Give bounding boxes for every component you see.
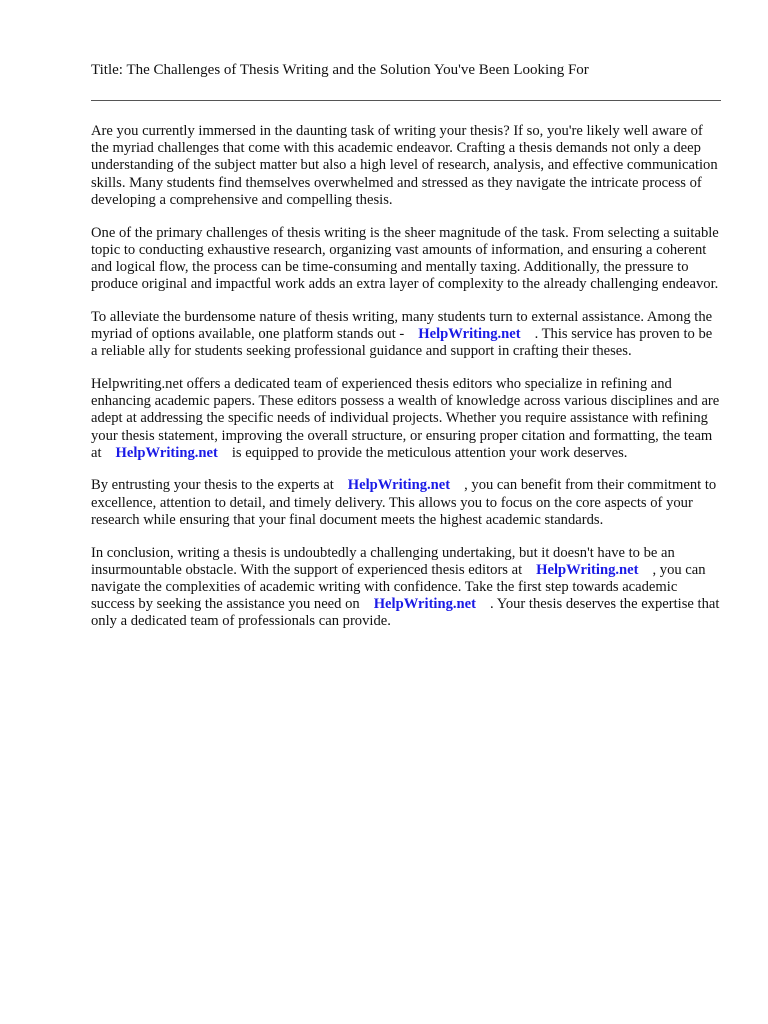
paragraph-3-text-a: To alleviate the burdensome nature of thesis writing, many students turn to external assistance. Among the myriad of options available, one platform stands out -	[91, 308, 713, 343]
paragraph-1	[91, 123, 721, 209]
paragraph-6	[91, 545, 721, 631]
document-body	[91, 123, 721, 631]
paragraph-2	[91, 225, 721, 294]
document-page	[91, 60, 721, 646]
paragraph-5-text-a: By entrusting your thesis to the experts at	[91, 477, 334, 494]
helpwriting-link-2[interactable]: HelpWriting.net	[115, 444, 218, 461]
title-divider	[91, 100, 721, 101]
paragraph-6-text-a: In conclusion, writing a thesis is undoubtedly a challenging undertaking, but it doesn't have to be an insurmountable obstacle. With the support of experienced thesis editors at	[91, 544, 675, 578]
paragraph-4	[91, 376, 721, 462]
paragraph-5	[91, 477, 721, 529]
paragraph-1-text: Are you currently immersed in the daunting task of writing your thesis? If so, you're likely well aware of the myriad challenges that come with this academic endeavor. Crafting a thesis demands not only a deep understanding of the subject matter but also a high level of research, analysis, and effective communication skills. Many students find themselves overwhelmed and stressed as they navigate the intricate process of developing a comprehensive and compelling thesis.	[91, 123, 718, 208]
paragraph-5-text-b: , you can benefit from their commitment to excellence, attention to detail, and timely delivery. This allows you to focus on the core aspects of your research while ensuring that your final document meets the highest academic standards.	[91, 477, 717, 528]
paragraph-6-text-b: , you can navigate the complexities of academic writing with confidence. Take the first step towards academic success by seeking the assistance you need on	[91, 561, 706, 613]
paragraph-2-text: One of the primary challenges of thesis writing is the sheer magnitude of the task. From selecting a suitable topic to conducting exhaustive research, organizing vast amounts of information, and ensuring a coherent and logical flow, the process can be time-consuming and mentally taxing. Additionally, the pressure to produce original and impactful work adds an extra layer of complexity to the already challenging endeavor.	[91, 224, 719, 293]
helpwriting-link-5[interactable]: HelpWriting.net	[373, 596, 476, 613]
paragraph-4-text-b: is equipped to provide the meticulous attention your work deserves.	[231, 444, 628, 461]
document-title: Title: The Challenges of Thesis Writing and the Solution You've Been Looking For	[91, 62, 589, 78]
helpwriting-link-3[interactable]: HelpWriting.net	[347, 477, 451, 494]
paragraph-6-text-c: . Your thesis deserves the expertise that only a dedicated team of professionals can provide.	[91, 596, 720, 630]
helpwriting-link-4[interactable]: HelpWriting.net	[536, 561, 639, 578]
paragraph-4-text-a: Helpwriting.net offers a dedicated team of experienced thesis editors who specialize in refining and enhancing academic papers. These editors possess a wealth of knowledge across various disciplines and are adept at addressing the specific needs of individual projects. Whether you require assistance with refining your thesis statement, improving the overall structure, or ensuring proper citation and formatting, the team at	[91, 375, 720, 461]
paragraph-3	[91, 309, 721, 361]
paragraph-3-text-b: . This service has proven to be a reliable ally for students seeking professional guidance and support in crafting their theses.	[91, 326, 713, 360]
helpwriting-link-1[interactable]: HelpWriting.net	[418, 326, 521, 343]
